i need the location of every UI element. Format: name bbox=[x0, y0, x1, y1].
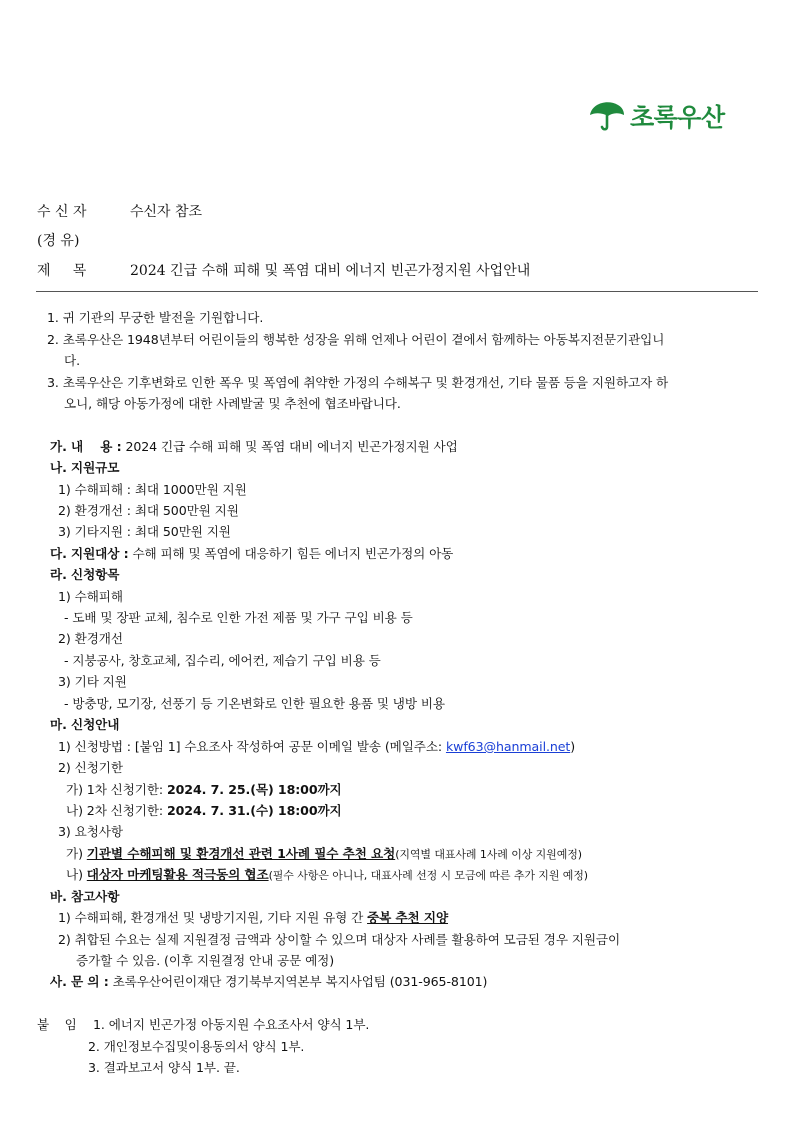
green-umbrella-leaf-icon bbox=[588, 99, 626, 133]
deadline-1-label: 가) 1차 신청기한: bbox=[66, 782, 167, 797]
request-na-prefix: 나) bbox=[66, 867, 87, 882]
item-ba-1-text: 1) 수해피해, 환경개선 및 냉방기지원, 기타 지원 유형 간 bbox=[58, 910, 368, 925]
request-ga-note: (지역별 대표사례 1사례 이상 지원예정) bbox=[395, 848, 582, 861]
item-ra-label: 라. 신청항목 bbox=[50, 567, 120, 582]
recipient-label: 수 신 자 bbox=[37, 204, 87, 220]
attachment-1: 1. 에너지 빈곤가정 아동지원 수요조사서 양식 1부. bbox=[93, 1017, 370, 1032]
item-da-text: 수해 피해 및 폭염에 대응하기 힘든 에너지 빈곤가정의 아동 bbox=[132, 546, 454, 561]
request-na-bold: 대상자 마케팅활용 적극동의 협조 bbox=[86, 867, 269, 882]
item-da bbox=[50, 543, 453, 562]
item-ma-1-close: ) bbox=[570, 739, 576, 754]
item-ma-3: 3) 요청사항 bbox=[58, 824, 123, 839]
item-ga-text: 2024 긴급 수해 피해 및 폭염 대비 에너지 빈곤가정지원 사업 bbox=[125, 439, 458, 454]
paragraph-1: 1. 귀 기관의 무궁한 발전을 기원합니다. bbox=[47, 310, 264, 325]
item-na-2: 2) 환경개선 : 최대 500만원 지원 bbox=[58, 503, 239, 518]
item-sa-text: 초록우산어린이재단 경기북부지역본부 복지사업팀 (031-965-8101) bbox=[112, 974, 488, 989]
item-ba-1-bold: 중복 추천 지양 bbox=[367, 910, 449, 925]
brand-logo bbox=[588, 96, 725, 136]
item-na-1: 1) 수해피해 : 최대 1000만원 지원 bbox=[58, 482, 247, 497]
item-ra-1: 1) 수해피해 bbox=[58, 589, 123, 604]
item-ra-3-detail: - 방충망, 모기장, 선풍기 등 기온변화로 인한 필요한 용품 및 냉방 비용 bbox=[64, 696, 445, 711]
attachment-3: 3. 결과보고서 양식 1부. 끝. bbox=[88, 1060, 240, 1075]
item-ma-2-ga bbox=[66, 779, 342, 798]
attachments-label: 붙 임 bbox=[37, 1017, 77, 1032]
request-na-note: (필수 사항은 아니나, 대표사례 선정 시 모금에 따른 추가 지원 예정) bbox=[268, 869, 588, 882]
subject-label: 제 목 bbox=[37, 263, 87, 279]
item-ba-label: 바. 참고사항 bbox=[50, 889, 120, 904]
item-ba-2-cont: 증가할 수 있음. (이후 지원결정 안내 공문 예정) bbox=[76, 953, 335, 968]
item-da-label: 다. 지원대상 : bbox=[50, 546, 129, 561]
email-link[interactable]: kwf63@hanmail.net bbox=[445, 739, 571, 754]
brand-name: 초록우산 bbox=[630, 103, 725, 132]
via-label: (경 유) bbox=[37, 233, 80, 249]
item-ba-1 bbox=[58, 907, 448, 926]
item-ga-label: 가. 내 용 : bbox=[50, 439, 122, 454]
item-ra-1-detail: - 도배 및 장판 교체, 침수로 인한 가전 제품 및 가구 구입 비용 등 bbox=[64, 610, 413, 625]
item-ma-label: 마. 신청안내 bbox=[50, 717, 120, 732]
item-na-3: 3) 기타지원 : 최대 50만원 지원 bbox=[58, 524, 231, 539]
deadline-2-label: 나) 2차 신청기한: bbox=[66, 803, 167, 818]
subject-value: 2024 긴급 수해 피해 및 폭염 대비 에너지 빈곤가정지원 사업안내 bbox=[130, 263, 531, 279]
item-ma-1 bbox=[58, 736, 575, 755]
item-ma-1-text: 1) 신청방법 : [붙임 1] 수요조사 작성하여 공문 이메일 발송 (메일주소: bbox=[58, 739, 446, 754]
item-na-label: 나. 지원규모 bbox=[50, 460, 120, 475]
item-ga bbox=[50, 436, 458, 455]
item-ra-2-detail: - 지붕공사, 창호교체, 집수리, 에어컨, 제습기 구입 비용 등 bbox=[64, 653, 381, 668]
attachment-2: 2. 개인정보수집및이용동의서 양식 1부. bbox=[88, 1039, 305, 1054]
request-ga-bold: 기관별 수해피해 및 환경개선 관련 1사례 필수 추천 요청 bbox=[86, 846, 396, 861]
item-ba-2: 2) 취합된 수요는 실제 지원결정 금액과 상이할 수 있으며 대상자 사례를 활용하여 모금된 경우 지원금이 bbox=[58, 932, 621, 947]
paragraph-2: 2. 초록우산은 1948년부터 어린이들의 행복한 성장을 위해 언제나 어린이 곁에서 함께하는 아동복지전문기관입니 bbox=[47, 332, 665, 347]
item-ma-3-na bbox=[66, 864, 588, 883]
deadline-1-date: 2024. 7. 25.(목) 18:00까지 bbox=[166, 782, 342, 797]
item-ra-3: 3) 기타 지원 bbox=[58, 674, 127, 689]
item-ma-2-na bbox=[66, 800, 342, 819]
deadline-2-date: 2024. 7. 31.(수) 18:00까지 bbox=[166, 803, 342, 818]
request-ga-prefix: 가) bbox=[66, 846, 87, 861]
item-ma-2: 2) 신청기한 bbox=[58, 760, 123, 775]
paragraph-3-cont: 오니, 해당 아동가정에 대한 사례발굴 및 추천에 협조바랍니다. bbox=[64, 396, 401, 411]
paragraph-3: 3. 초록우산은 기후변화로 인한 폭우 및 폭염에 취약한 가정의 수해복구 및 환경개선, 기타 물품 등을 지원하고자 하 bbox=[47, 375, 669, 390]
item-sa-label: 사. 문 의 : bbox=[50, 974, 109, 989]
item-ma-3-ga bbox=[66, 843, 582, 862]
paragraph-2-cont: 다. bbox=[64, 353, 80, 368]
item-sa bbox=[50, 971, 487, 990]
header-divider bbox=[36, 291, 758, 292]
recipient-value: 수신자 참조 bbox=[130, 204, 203, 220]
item-ra-2: 2) 환경개선 bbox=[58, 631, 123, 646]
